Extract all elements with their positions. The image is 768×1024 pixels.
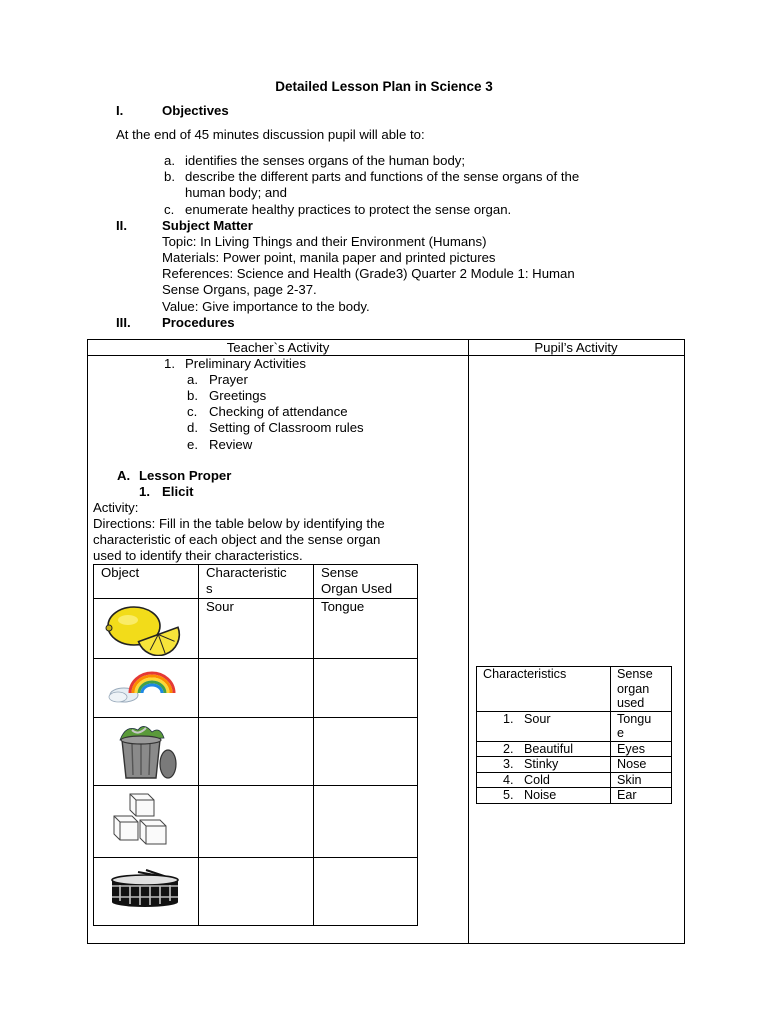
object-cell [94, 718, 199, 786]
answer-sense: Ear [617, 788, 637, 802]
directions-line: characteristic of each object and the sense organ [93, 532, 381, 547]
characteristic-cell [199, 718, 314, 786]
section-heading-procedures: Procedures [162, 315, 235, 330]
table-row [94, 599, 418, 659]
preliminary-item: Review [209, 437, 253, 452]
header-teacher-activity: Teacher`s Activity [226, 340, 330, 355]
sense-header [314, 565, 418, 599]
answer-mark: 2. [503, 741, 514, 756]
table-row [94, 786, 418, 858]
characteristics-header [199, 565, 314, 599]
answer-sense-header-text: Sense [617, 667, 653, 681]
sense-header-text: Sense [321, 565, 359, 580]
subject-line-references: References: Science and Health (Grade3) Quarter 2 Module 1: Human [162, 266, 575, 281]
answer-characteristic-cell [477, 772, 611, 788]
lemon-icon [100, 602, 186, 656]
answer-sense: Tongu [617, 711, 652, 726]
sense-value: Tongue [321, 599, 365, 614]
answer-sense-cell [611, 772, 672, 788]
answer-characteristic: Stinky [524, 757, 559, 771]
answer-characteristics-header [477, 667, 611, 712]
table-row [477, 772, 672, 788]
table-row [477, 788, 672, 804]
section-number-subject: II. [116, 218, 127, 233]
preliminary-label: Preliminary Activities [185, 356, 306, 371]
table-row [477, 757, 672, 773]
rainbow-icon [108, 663, 180, 707]
objective-item-continued: human body; and [185, 185, 287, 200]
object-cell [94, 858, 199, 926]
object-header-text: Object [101, 565, 140, 580]
answer-sense: Eyes [617, 741, 645, 756]
answer-sense-cell [611, 741, 672, 757]
answer-sense: Nose [617, 757, 647, 771]
answer-sense-header [611, 667, 672, 712]
table-header-divider [87, 355, 684, 356]
objective-mark: c. [164, 202, 175, 217]
answer-characteristics-header-text: Characteristics [483, 667, 567, 681]
section-number-procedures: III. [116, 315, 131, 330]
answer-mark: 4. [503, 772, 514, 787]
preliminary-item-mark: b. [187, 388, 198, 403]
characteristics-header-text: Characteristic [206, 565, 287, 580]
table-row [477, 711, 672, 741]
subject-line-topic: Topic: In Living Things and their Environment (Humans) [162, 234, 487, 249]
objective-item: identifies the senses organs of the human body; [185, 153, 466, 168]
characteristic-cell [199, 659, 314, 718]
characteristic-cell [199, 599, 314, 659]
objective-mark: a. [164, 153, 175, 168]
ice-cubes-icon [110, 790, 174, 852]
answer-table [476, 666, 672, 804]
answer-sense-cont: e [617, 726, 625, 740]
preliminary-item-mark: d. [187, 420, 198, 435]
answer-sense-header-text: organ [617, 681, 650, 696]
table-row [94, 659, 418, 718]
sense-header-text-cont: Organ Used [321, 581, 393, 596]
elicit-label: Elicit [162, 484, 194, 499]
directions-line: Directions: Fill in the table below by identifying the [93, 516, 385, 531]
objective-item: describe the different parts and functions of the sense organs of the [185, 169, 580, 184]
answer-mark: 1. [503, 711, 514, 726]
answer-sense-cell [611, 757, 672, 773]
lesson-proper-label: Lesson Proper [139, 468, 232, 483]
answer-characteristic-cell [477, 741, 611, 757]
object-table [93, 564, 418, 926]
elicit-mark: 1. [139, 484, 150, 499]
subject-line-materials: Materials: Power point, manila paper and printed pictures [162, 250, 496, 265]
answer-characteristic-cell [477, 788, 611, 804]
page-title: Detailed Lesson Plan in Science 3 [275, 79, 493, 94]
answer-mark: 5. [503, 788, 514, 802]
answer-sense-cell [611, 711, 672, 741]
section-heading-subject: Subject Matter [162, 218, 253, 233]
sense-cell [314, 718, 418, 786]
section-heading-objectives: Objectives [162, 103, 229, 118]
subject-line-references-cont: Sense Organs, page 2-37. [162, 282, 317, 297]
table-row [477, 741, 672, 757]
preliminary-item-mark: c. [187, 404, 198, 419]
sense-cell [314, 858, 418, 926]
directions-line: used to identify their characteristics. [93, 548, 303, 563]
table-row [94, 858, 418, 926]
object-cell [94, 786, 199, 858]
answer-sense: Skin [617, 772, 642, 787]
preliminary-item: Prayer [209, 372, 248, 387]
table-column-divider [468, 339, 469, 943]
answer-characteristic: Sour [524, 711, 551, 726]
preliminary-item: Setting of Classroom rules [209, 420, 364, 435]
answer-characteristic: Beautiful [524, 741, 574, 756]
sense-cell [314, 786, 418, 858]
characteristic-cell [199, 858, 314, 926]
answer-characteristic-cell [477, 711, 611, 741]
characteristic-cell [199, 786, 314, 858]
answer-mark: 3. [503, 757, 514, 771]
activity-label: Activity: [93, 500, 139, 515]
characteristics-header-text-cont: s [206, 581, 213, 596]
answer-sense-cell [611, 788, 672, 804]
preliminary-item: Greetings [209, 388, 267, 403]
sense-cell [314, 599, 418, 659]
answer-characteristic: Cold [524, 772, 550, 787]
subject-line-value: Value: Give importance to the body. [162, 299, 370, 314]
answer-sense-header-text: used [617, 696, 645, 710]
lesson-proper-mark: A. [117, 468, 131, 483]
objective-item: enumerate healthy practices to protect the sense organ. [185, 202, 512, 217]
table-row [94, 718, 418, 786]
objective-mark: b. [164, 169, 175, 184]
objectives-intro: At the end of 45 minutes discussion pupil will able to: [116, 127, 425, 142]
preliminary-item: Checking of attendance [209, 404, 348, 419]
drum-icon [108, 866, 182, 912]
answer-characteristic: Noise [524, 788, 557, 802]
header-pupil-activity: Pupil’s Activity [534, 340, 618, 355]
preliminary-item-mark: e. [187, 437, 198, 452]
preliminary-mark: 1. [164, 356, 175, 371]
object-cell [94, 659, 199, 718]
trash-can-icon [108, 720, 182, 784]
sense-cell [314, 659, 418, 718]
section-number-objectives: I. [116, 103, 124, 118]
object-cell [94, 599, 199, 659]
characteristic-value: Sour [206, 599, 234, 614]
preliminary-item-mark: a. [187, 372, 198, 387]
object-header [94, 565, 199, 599]
answer-characteristic-cell [477, 757, 611, 773]
